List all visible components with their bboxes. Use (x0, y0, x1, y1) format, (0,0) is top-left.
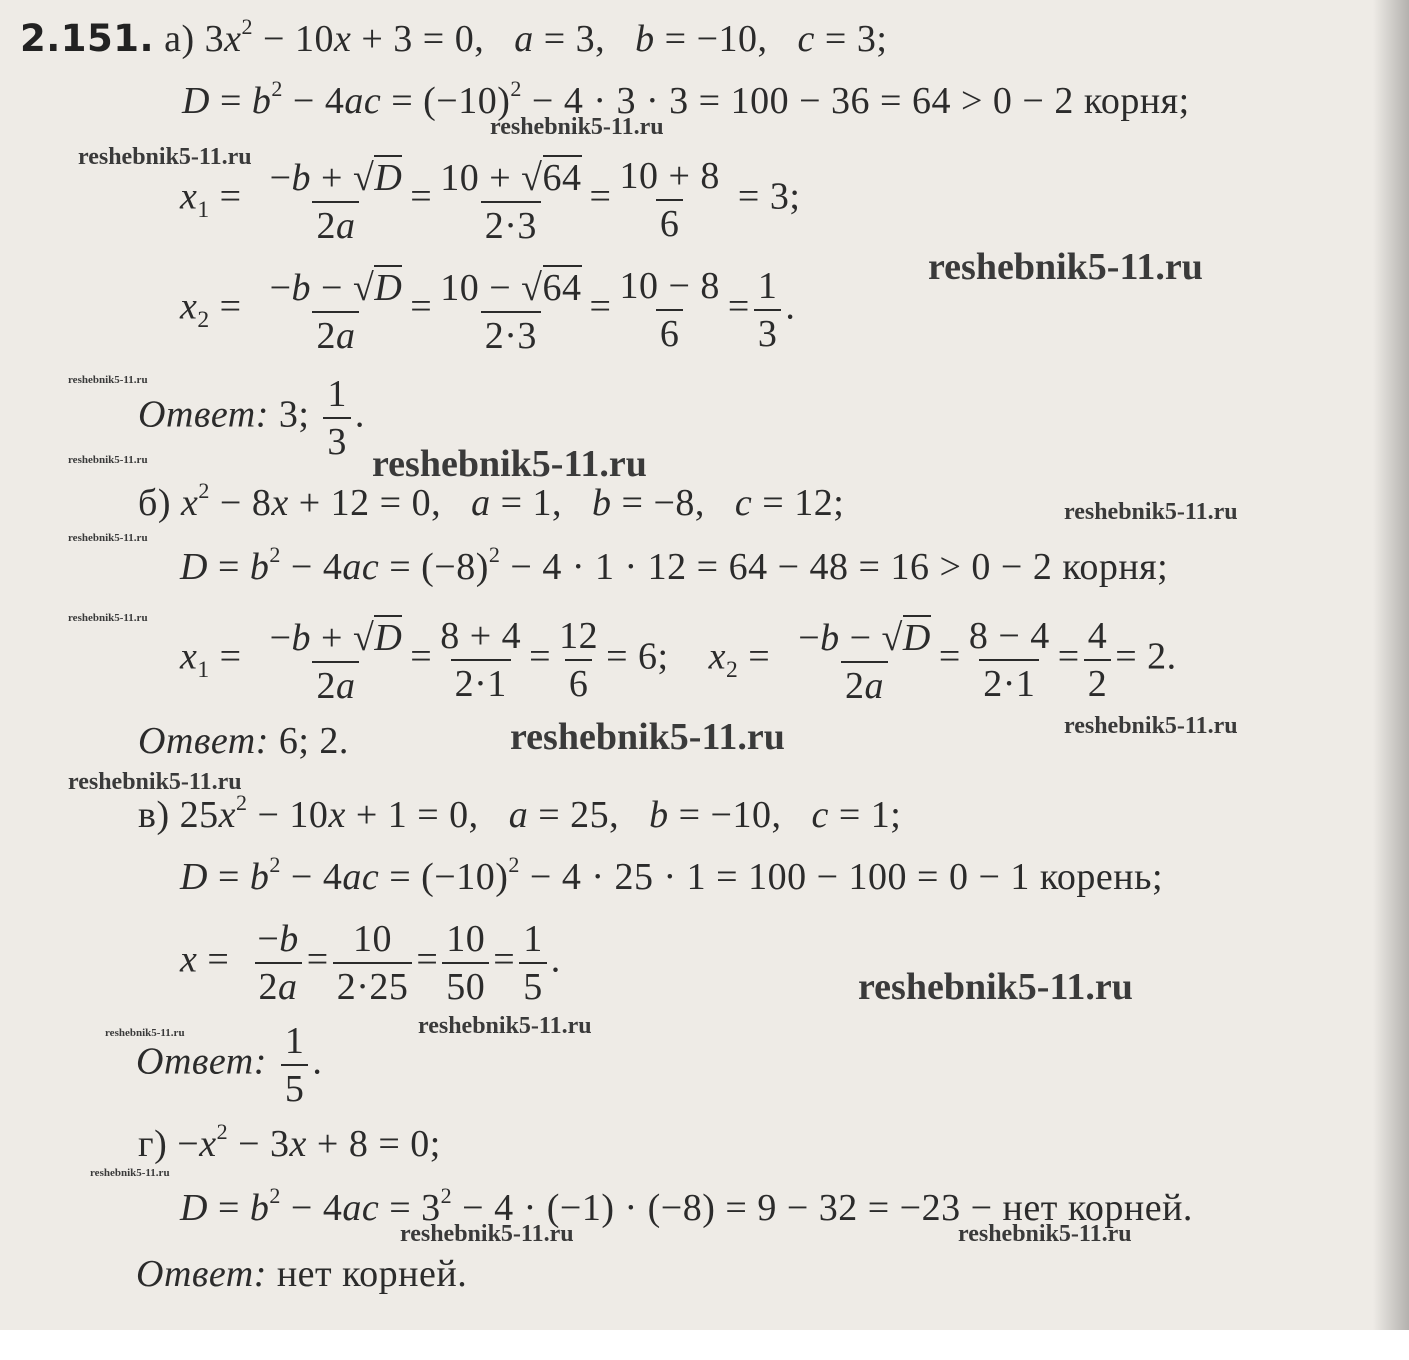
part-b-discriminant: $D = b^2 - 4ac = (-8)^2 - 4 \cdot 1 \cdot 12 = 64 - 48 = 16 > 0 - 2$ корня; (180, 541, 1169, 588)
watermark: reshebnik5-11.ru (372, 443, 647, 485)
part-b-roots: $x_1$ = $\frac{-b + √D}{2a}$ = $\frac{8 + 4}{2\cdot 1}$ = $\frac{12}{6}$ = 6; $x_2$ = $\frac{-b - √D}{2a}$ = $\frac{8 - 4}{2\cdot 1}$ = $\frac{4}{2}$ = 2. (180, 615, 1177, 707)
part-v-roots-word: 1 корень; (1010, 856, 1163, 898)
part-a-discriminant: $D = b^2 - 4ac = (-10)^2 - 4 \cdot 3 \cdot 3 = 100 - 36 = 64 > 0 - 2$ корня; (182, 75, 1190, 122)
part-g-roots-word: нет корней. (1002, 1187, 1193, 1229)
part-a-letter: а) (164, 18, 195, 60)
watermark: reshebnik5-11.ru (928, 246, 1203, 288)
part-b-answer: Ответ: 6; 2. (138, 720, 349, 762)
watermark: reshebnik5-11.ru (490, 114, 664, 140)
part-v-letter: в) (138, 794, 170, 836)
watermark: reshebnik5-11.ru (1064, 713, 1238, 739)
watermark: reshebnik5-11.ru (68, 532, 148, 544)
part-a-answer: Ответ: 3; $\frac{1}{3}$ . (138, 373, 365, 463)
watermark: reshebnik5-11.ru (858, 966, 1133, 1008)
watermark: reshebnik5-11.ru (68, 612, 148, 624)
part-g-equation: $г) -x^2 - 3x + 8 = 0$; (138, 1118, 441, 1165)
watermark: reshebnik5-11.ru (400, 1221, 574, 1247)
part-v-discriminant: $D = b^2 - 4ac = (-10)^2 - 4 \cdot 25 \cdot 1 = 100 - 100 = 0 - 1$ корень; (180, 851, 1163, 898)
problem-number: 2.151. (20, 17, 155, 60)
part-v-root: x = $\frac{-b}{2a}$ = $\frac{10}{2\cdot 25}$ = $\frac{10}{50}$ = $\frac{1}{5}$ . (180, 918, 561, 1008)
part-b-roots-word: 2 корня; (1032, 546, 1169, 588)
watermark: reshebnik5-11.ru (68, 769, 242, 795)
part-g-discriminant: $D = b^2 - 4ac = 3^2 - 4 \cdot (-1) \cdot (-8) = 9 - 32 = -23$ − нет корней. (180, 1182, 1193, 1229)
part-a-x1: $x_1$ = $\frac{-b + √D}{2a}$ = $\frac{10 + √64}{2\cdot 3}$ = $\frac{10 + 8}{6}$ = 3; (180, 155, 801, 247)
watermark: reshebnik5-11.ru (958, 1221, 1132, 1247)
part-a-equation: 2.151. а) $3x^2 - 10x + 3 = 0$, a = 3, b = −10, c = 3; (20, 13, 888, 60)
watermark: reshebnik5-11.ru (90, 1167, 170, 1179)
watermark: reshebnik5-11.ru (510, 716, 785, 758)
watermark: reshebnik5-11.ru (68, 454, 148, 466)
answer-label: Ответ: (138, 393, 269, 436)
part-g-answer: Ответ: нет корней. (136, 1253, 468, 1295)
watermark: reshebnik5-11.ru (418, 1013, 592, 1039)
part-b-equation: б) $x^2 - 8x + 12 = 0$, a = 1, b = −8, c = 12; (138, 477, 845, 524)
part-a-roots-word: 2 корня; (1054, 80, 1190, 122)
part-v-answer: Ответ: $\frac{1}{5}$ . (136, 1020, 323, 1110)
part-g-letter: г) (138, 1123, 168, 1165)
part-v-equation: в) $25x^2 - 10x + 1 = 0$, a = 25, b = −10, c = 1; (138, 789, 902, 836)
watermark: reshebnik5-11.ru (105, 1027, 185, 1039)
watermark: reshebnik5-11.ru (78, 144, 252, 170)
part-a-x2: $x_2$ = $\frac{-b - √D}{2a}$ = $\frac{10 - √64}{2\cdot 3}$ = $\frac{10 - 8}{6}$ = $\frac{1}{3}$ . (180, 265, 796, 357)
watermark: reshebnik5-11.ru (1064, 499, 1238, 525)
part-b-letter: б) (138, 482, 171, 524)
watermark: reshebnik5-11.ru (68, 374, 148, 386)
